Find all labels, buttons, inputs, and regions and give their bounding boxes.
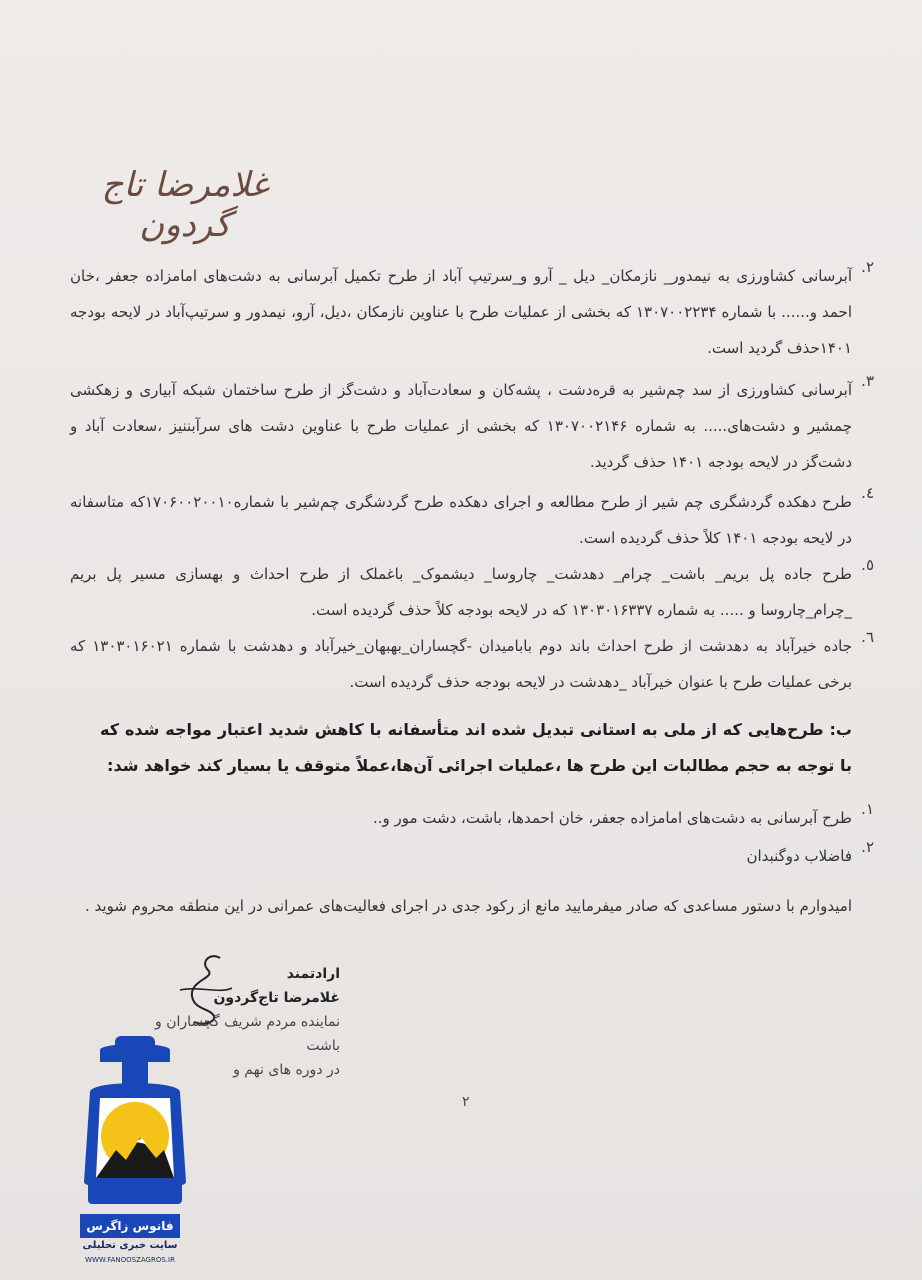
item-text: فاضلاب دوگنبدان: [746, 847, 852, 865]
list-item: [70, 628, 874, 700]
item-text: طرح آبرسانی به دشت‌های امامزاده جعفر، خان احمدها، باشت، دشت مور و..: [372, 809, 852, 827]
item-number: ٥.: [861, 556, 874, 574]
closing-paragraph: امیدوارم با دستور مساعدی که صادر میفرمایید مانع از رکود جدی در اجرای فعالیت‌های عمرانی در این منطقه محروم شوید .: [84, 897, 852, 915]
signature-name: غلامرضا تاج‌گردون: [213, 990, 340, 1006]
item-number: ۲.: [861, 258, 874, 276]
list-item: [70, 484, 874, 556]
list-item: [70, 838, 874, 874]
item-text: آبرسانی کشاورزی از سد چم‌شیر به قره‌دشت ، پشه‌کان و سعادت‌آباد و دشت‌گز از طرح ساختمان شبکه آبیاری و زهکشی چمشیر و دشت‌های..... به شماره ۱۳۰۷۰۰۲۱۴۶ که بخشی از عملیات طرح با عناوین دشت های سرآبننیز ،سعادت آباد و دشت‌گز در لایحه بودجه ۱۴۰۱ حذف گردید.: [70, 381, 853, 471]
item-text: آبرسانی کشاورزی به نیمدور_ نازمکان_ دیل _ آرو و_سرتیپ آباد از طرح تکمیل آبرسانی به دشت‌های امامزاده جعفر ،خان احمد و...... با شماره ۱۳۰۷۰۰۲۲۳۴ که بخشی از عملیات طرح با عناوین نازمکان ،دیل، آرو، نیمدور و سرتیپ‌آباد در لایحه بودجه ۱۴۰۱حذف گردید است.: [70, 267, 852, 357]
signature-title: نماینده مردم شریف گچساران و باشت: [155, 1014, 340, 1054]
page-number: ۲: [462, 1094, 470, 1110]
logo-subtitle: سایت خبری تحلیلی: [82, 1240, 178, 1251]
item-number: ۱.: [861, 800, 874, 818]
list-item: [70, 800, 874, 836]
signature-greeting: ارادتمند: [286, 966, 340, 982]
list-item: [70, 258, 874, 366]
logo-url: WWW.FANOOSZAGROS.IR: [85, 1256, 175, 1264]
signature-term: در دوره های نهم و: [233, 1062, 340, 1078]
logo-title: فانوس زاگرس: [80, 1214, 180, 1238]
list-item: [70, 372, 874, 480]
list-item: [70, 556, 874, 628]
item-number: ٦.: [861, 628, 874, 646]
item-text: جاده خیرآباد به دهدشت از طرح احداث باند دوم بابامیدان -گچساران_بهبهان_خیرآباد و دهدشت با شماره ۱۳۰۳۰۱۶۰۲۱ که برخی عملیات طرح با عنوان خیرآباد _دهدشت در لایحه بودجه حذف گردیده است.: [70, 637, 852, 691]
item-text: طرح دهکده گردشگری چم شیر از طرح مطالعه و اجرای دهکده طرح گردشگری چم‌شیر با شماره۱۷۰۶۰۰۲۰۰۱۰که متاسفانه در لایحه بودجه ۱۴۰۱ کلاً حذف گردیده است.: [70, 493, 852, 547]
item-number: ۲.: [861, 838, 874, 856]
section-b-heading: ب: طرح‌هایی که از ملی به استانی تبدیل شده اند متأسفانه با کاهش شدید اعتبار مواجه شده که با توجه به حجم مطالبات این طرح ها ،عملیات اجرائی آن‌ها،عملاً متوقف یا بسیار کند خواهد شد:: [100, 720, 852, 775]
item-text: طرح جاده پل بریم_ باشت_ چرام_ دهدشت_ چاروسا_ دیشموک_ باغملک از طرح احداث و بهسازی مسیر پل بریم _چرام_چاروسا و ..... به شماره ۱۳۰۳۰۱۶۳۳۷ که در لایحه بودجه کلاً حذف گردیده است.: [70, 565, 852, 619]
letterhead-signature-name: غلامرضا تاج گردون: [101, 165, 269, 245]
item-number: ٤.: [861, 484, 874, 502]
item-number: ۳.: [861, 372, 874, 390]
